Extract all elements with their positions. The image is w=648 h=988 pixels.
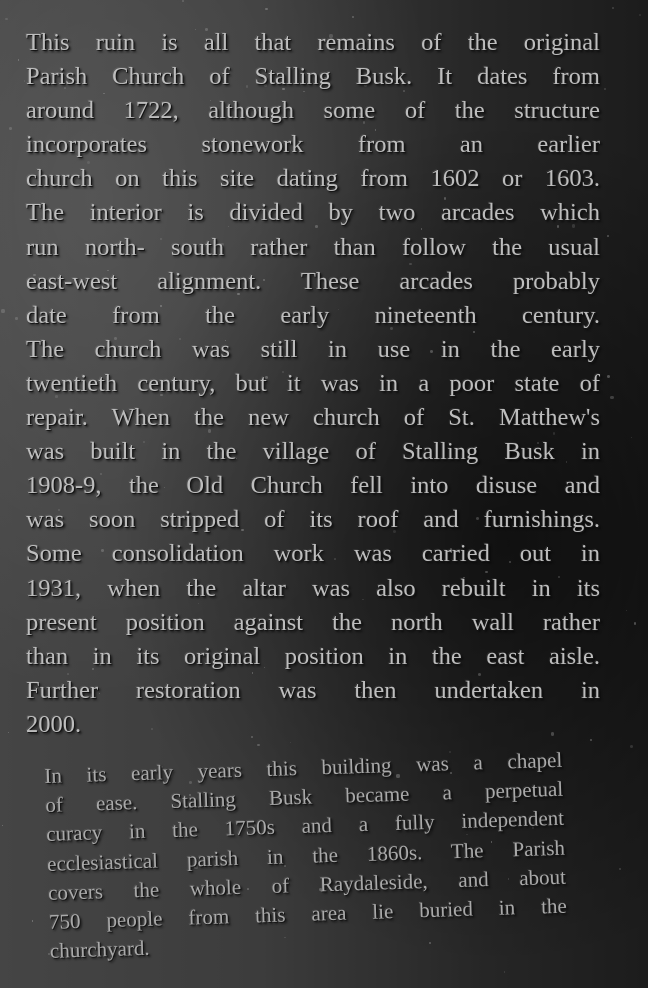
weathering-speck xyxy=(182,0,184,2)
weathering-speck xyxy=(9,127,12,130)
text-line: 750 people from this area lie buried in the xyxy=(48,893,568,934)
weathering-speck xyxy=(612,7,614,9)
weathering-speck xyxy=(630,745,633,748)
text-line: of ease. Stalling Busk became a perpetual xyxy=(44,776,564,818)
text-line: church on this site dating from 1602 or 1603. xyxy=(26,165,600,193)
weathering-speck xyxy=(5,18,8,21)
text-line: repair. When the new church of St. Matthew's xyxy=(26,404,600,432)
weathering-speck xyxy=(604,88,606,90)
weathering-speck xyxy=(15,317,17,319)
weathering-speck xyxy=(257,744,260,747)
text-line: This ruin is all that remains of the original xyxy=(26,29,600,56)
text-line: 1931, when the altar was also rebuilt in its xyxy=(26,574,600,602)
weathering-speck xyxy=(32,920,33,921)
weathering-speck xyxy=(8,732,9,733)
text-line: The interior is divided by two arcades which xyxy=(26,199,600,227)
weathering-speck xyxy=(631,437,632,438)
weathering-speck xyxy=(610,396,613,399)
text-line: churchyard. xyxy=(49,935,150,964)
text-line: run north- south rather than follow the usual xyxy=(26,233,600,261)
weathering-speck xyxy=(619,868,621,870)
text-line: 2000. xyxy=(26,710,82,738)
text-line: Some consolidation work was carried out in xyxy=(26,540,600,568)
text-line: east-west alignment. These arcades probably xyxy=(26,267,600,295)
weathering-speck xyxy=(1,309,4,312)
text-line: curacy in the 1750s and a fully independent xyxy=(45,806,565,847)
weathering-speck xyxy=(634,622,636,624)
weathering-speck xyxy=(626,610,627,611)
text-line: present position against the north wall rather xyxy=(26,608,600,636)
weathering-speck xyxy=(504,971,505,972)
text-line: The church was still in use in the early xyxy=(26,335,600,363)
weathering-speck xyxy=(607,235,609,237)
parish-paragraph xyxy=(44,746,568,967)
text-line: was built in the village of Stalling Busk in xyxy=(26,438,600,466)
text-line: 1908-9, the Old Church fell into disuse and xyxy=(26,472,600,500)
weathering-speck xyxy=(265,8,267,10)
text-line: incorporates stonework from an earlier xyxy=(26,131,600,159)
weathering-speck xyxy=(18,59,20,61)
weathering-speck xyxy=(607,375,610,378)
weathering-speck xyxy=(352,16,354,18)
text-line: In its early years this building was a chapel xyxy=(44,747,563,788)
weathering-speck xyxy=(290,742,291,743)
text-line: than in its original position in the east aisle. xyxy=(26,642,600,670)
weathering-speck xyxy=(2,825,3,826)
history-paragraph xyxy=(26,26,600,742)
text-line: Parish Church of Stalling Busk. It dates from xyxy=(26,63,600,91)
weathering-speck xyxy=(639,14,641,16)
text-line: was soon stripped of its roof and furnishings. xyxy=(26,506,600,534)
text-line: covers the whole of Raydaleside, and about xyxy=(47,864,567,905)
text-line: twentieth century, but it was in a poor state of xyxy=(26,369,600,397)
text-line: Further restoration was then undertaken in xyxy=(26,676,600,704)
text-line: around 1722, although some of the structure xyxy=(26,97,600,125)
text-line: ecclesiastical parish in the 1860s. The Parish xyxy=(46,835,566,876)
text-line: date from the early nineteenth century. xyxy=(26,301,600,329)
